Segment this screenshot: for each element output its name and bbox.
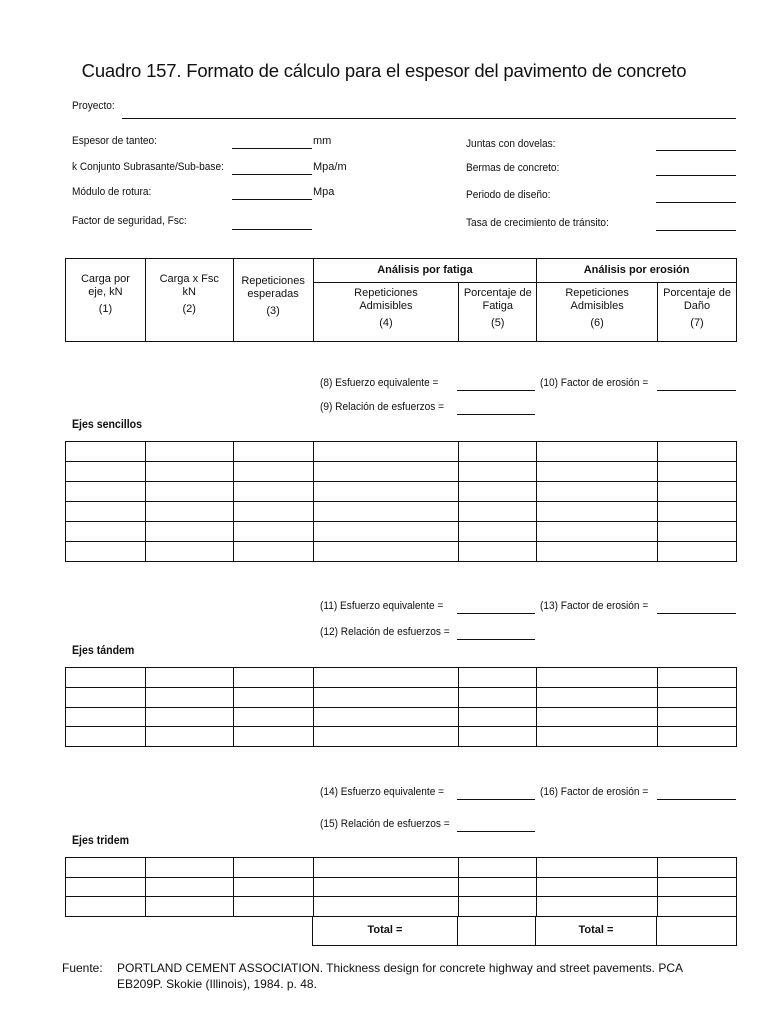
table-cell[interactable] <box>145 462 233 482</box>
table-cell[interactable] <box>537 727 658 747</box>
table-cell[interactable] <box>459 687 537 707</box>
table-cell[interactable] <box>66 522 146 542</box>
table-cell[interactable] <box>66 897 146 917</box>
table-cell[interactable] <box>537 877 658 897</box>
single-axles-table <box>65 441 737 562</box>
source-label: Fuente: <box>62 961 103 975</box>
table-cell[interactable] <box>658 522 737 542</box>
table-cell[interactable] <box>233 462 313 482</box>
table-cell[interactable] <box>537 462 658 482</box>
stress-ratio-15-label: (15) Relación de esfuerzos = <box>320 818 450 830</box>
header-col5-line2: Fatiga <box>482 300 514 312</box>
table-cell[interactable] <box>459 522 537 542</box>
header-col-fatigue-pct <box>459 283 537 342</box>
table-cell[interactable] <box>66 727 146 747</box>
erosion-factor-16-line[interactable] <box>657 799 736 800</box>
header-col7-line2: Daño <box>683 300 711 312</box>
table-cell[interactable] <box>658 462 737 482</box>
header-col6-line2: Admisibles <box>570 300 624 312</box>
source-line1: PORTLAND CEMENT ASSOCIATION. Thickness design for concrete highway and street pavements. PCA <box>117 961 684 975</box>
header-col1-line2: eje, kN <box>88 286 123 298</box>
table-cell[interactable] <box>459 877 537 897</box>
table-cell[interactable] <box>459 858 537 878</box>
table-cell[interactable] <box>459 668 537 688</box>
table-cell[interactable] <box>313 707 459 727</box>
stress-ratio-9-label: (9) Relación de esfuerzos = <box>320 401 445 413</box>
table-cell[interactable] <box>537 707 658 727</box>
tandem-axles-table <box>65 667 737 747</box>
k-subgrade-label: k Conjunto Subrasante/Sub-base: <box>72 161 224 173</box>
concrete-shoulders-label: Bermas de concreto: <box>466 162 560 174</box>
table-cell[interactable] <box>145 707 233 727</box>
erosion-factor-10-line[interactable] <box>657 390 736 391</box>
table-cell[interactable] <box>459 727 537 747</box>
header-col5-num: (5) <box>491 317 505 329</box>
table-cell[interactable] <box>537 482 658 502</box>
table-cell[interactable] <box>658 442 737 462</box>
rupture-modulus-line[interactable] <box>232 199 312 200</box>
header-col4-line1: Repeticiones <box>354 287 418 299</box>
table-cell[interactable] <box>233 877 313 897</box>
header-fatigue-group: Análisis por fatiga <box>313 259 537 283</box>
header-erosion-group: Análisis por erosión <box>537 259 737 283</box>
table-cell[interactable] <box>145 542 233 562</box>
table-cell[interactable] <box>145 502 233 522</box>
project-input-line[interactable] <box>122 118 736 119</box>
table-cell[interactable] <box>537 687 658 707</box>
table-cell[interactable] <box>66 482 146 502</box>
table-cell[interactable] <box>313 442 459 462</box>
single-axles-title: Ejes sencillos <box>72 419 142 431</box>
header-col2-line2: kN <box>182 286 196 298</box>
table-cell[interactable] <box>537 897 658 917</box>
table-cell[interactable] <box>313 542 459 562</box>
header-col3-line2: esperadas <box>247 288 299 300</box>
table-cell[interactable] <box>313 687 459 707</box>
table-cell[interactable] <box>459 502 537 522</box>
header-col-load-fsc <box>145 259 233 342</box>
concrete-shoulders-line[interactable] <box>656 175 736 176</box>
table-cell[interactable] <box>233 687 313 707</box>
table-cell[interactable] <box>313 502 459 522</box>
table-cell[interactable] <box>658 687 737 707</box>
traffic-growth-label: Tasa de crecimiento de tránsito: <box>466 217 609 229</box>
eq-stress-11-label: (11) Esfuerzo equivalente = <box>320 600 444 612</box>
design-period-line[interactable] <box>656 202 736 203</box>
table-cell[interactable] <box>658 668 737 688</box>
k-subgrade-unit: Mpa/m <box>313 161 347 173</box>
stress-ratio-12-line[interactable] <box>457 639 535 640</box>
table-cell[interactable] <box>233 502 313 522</box>
table-cell[interactable] <box>658 897 737 917</box>
header-col-allowable-fatigue <box>313 283 459 342</box>
table-cell[interactable] <box>313 462 459 482</box>
k-subgrade-line[interactable] <box>232 174 312 175</box>
table-cell[interactable] <box>658 502 737 522</box>
fatigue-total-cell[interactable] <box>312 916 458 946</box>
header-col1-num: (1) <box>98 303 113 315</box>
safety-factor-line[interactable] <box>232 229 312 230</box>
trial-thickness-unit: mm <box>313 135 332 147</box>
header-col7-line1: Porcentaje de <box>663 287 731 299</box>
trial-thickness-label: Espesor de tanteo: <box>72 135 157 147</box>
header-col6-line1: Repeticiones <box>565 287 629 299</box>
table-cell[interactable] <box>233 858 313 878</box>
table-cell[interactable] <box>459 707 537 727</box>
tridem-axles-table <box>65 857 737 917</box>
header-col-expected-reps <box>233 259 313 342</box>
table-cell[interactable] <box>658 482 737 502</box>
rupture-modulus-label: Módulo de rotura: <box>72 186 152 198</box>
table-cell[interactable] <box>658 727 737 747</box>
fatigue-total-label: Total = <box>367 924 403 936</box>
eq-stress-11-line[interactable] <box>457 613 535 614</box>
table-cell[interactable] <box>233 727 313 747</box>
header-col3-line1: Repeticiones <box>241 275 305 287</box>
table-cell[interactable] <box>66 502 146 522</box>
table-cell[interactable] <box>233 482 313 502</box>
table-cell[interactable] <box>459 442 537 462</box>
header-table <box>65 258 737 342</box>
header-col-damage-pct <box>658 283 737 342</box>
design-period-label: Periodo de diseño: <box>466 189 551 201</box>
erosion-factor-13-line[interactable] <box>657 613 736 614</box>
table-cell[interactable] <box>145 668 233 688</box>
table-cell[interactable] <box>537 542 658 562</box>
eq-stress-8-label: (8) Esfuerzo equivalente = <box>320 377 439 389</box>
eq-stress-14-line[interactable] <box>457 799 535 800</box>
table-cell[interactable] <box>313 482 459 502</box>
table-cell[interactable] <box>145 727 233 747</box>
table-cell[interactable] <box>537 502 658 522</box>
erosion-total-value[interactable] <box>656 916 737 946</box>
table-cell[interactable] <box>66 858 146 878</box>
header-col6-num: (6) <box>590 317 604 329</box>
table-cell[interactable] <box>537 668 658 688</box>
stress-ratio-15-line[interactable] <box>457 831 535 832</box>
table-cell[interactable] <box>145 522 233 542</box>
table-cell[interactable] <box>313 877 459 897</box>
table-cell[interactable] <box>313 727 459 747</box>
table-cell[interactable] <box>658 707 737 727</box>
fatigue-total-value[interactable] <box>457 916 536 946</box>
header-col-allowable-erosion <box>537 283 658 342</box>
table-cell[interactable] <box>233 522 313 542</box>
header-col5-line1: Porcentaje de <box>463 287 532 299</box>
header-col4-num: (4) <box>379 317 393 329</box>
table-cell[interactable] <box>658 877 737 897</box>
header-col7-num: (7) <box>690 317 704 329</box>
table-cell[interactable] <box>459 482 537 502</box>
erosion-total-cell[interactable] <box>535 916 657 946</box>
table-cell[interactable] <box>145 877 233 897</box>
page-title: Cuadro 157. Formato de cálculo para el espesor del pavimento de concreto <box>81 60 687 81</box>
table-cell[interactable] <box>313 522 459 542</box>
table-cell[interactable] <box>145 897 233 917</box>
table-cell[interactable] <box>459 462 537 482</box>
table-cell[interactable] <box>145 858 233 878</box>
table-cell[interactable] <box>537 442 658 462</box>
table-cell[interactable] <box>537 858 658 878</box>
table-cell[interactable] <box>145 442 233 462</box>
eq-stress-8-line[interactable] <box>457 390 535 391</box>
doweled-joints-line[interactable] <box>656 150 736 151</box>
table-cell[interactable] <box>658 858 737 878</box>
table-cell[interactable] <box>233 542 313 562</box>
tridem-axles-title: Ejes tridem <box>72 835 130 847</box>
table-cell[interactable] <box>66 707 146 727</box>
tandem-axles-title: Ejes tándem <box>72 645 135 657</box>
table-cell[interactable] <box>233 442 313 462</box>
erosion-factor-13-label: (13) Factor de erosión = <box>540 600 649 612</box>
table-cell[interactable] <box>313 668 459 688</box>
table-cell[interactable] <box>459 542 537 562</box>
erosion-total-label: Total = <box>578 924 614 936</box>
header-col-load <box>66 259 146 342</box>
stress-ratio-12-label: (12) Relación de esfuerzos = <box>320 626 450 638</box>
table-cell[interactable] <box>313 858 459 878</box>
table-cell[interactable] <box>459 897 537 917</box>
table-cell[interactable] <box>66 877 146 897</box>
table-cell[interactable] <box>145 687 233 707</box>
erosion-factor-16-label: (16) Factor de erosión = <box>540 786 649 798</box>
header-col2-num: (2) <box>182 303 196 315</box>
doweled-joints-label: Juntas con dovelas: <box>466 138 556 150</box>
table-cell[interactable] <box>145 482 233 502</box>
traffic-growth-line[interactable] <box>656 230 736 231</box>
safety-factor-label: Factor de seguridad, Fsc: <box>72 215 187 227</box>
erosion-factor-10-label: (10) Factor de erosión = <box>540 377 649 389</box>
source-line2: EB209P. Skokie (Illinois), 1984. p. 48. <box>117 977 317 991</box>
stress-ratio-9-line[interactable] <box>457 414 535 415</box>
table-cell[interactable] <box>313 897 459 917</box>
table-cell[interactable] <box>66 462 146 482</box>
table-cell[interactable] <box>537 522 658 542</box>
table-cell[interactable] <box>233 707 313 727</box>
project-label: Proyecto: <box>72 100 115 112</box>
table-cell[interactable] <box>66 542 146 562</box>
table-cell[interactable] <box>66 442 146 462</box>
rupture-modulus-unit: Mpa <box>313 186 335 198</box>
header-col3-num: (3) <box>266 305 280 317</box>
header-col1-line1: Carga por <box>80 273 130 285</box>
trial-thickness-line[interactable] <box>232 148 312 149</box>
table-cell[interactable] <box>66 668 146 688</box>
table-cell[interactable] <box>233 897 313 917</box>
header-col2-line1: Carga x Fsc <box>159 273 219 285</box>
table-cell[interactable] <box>658 542 737 562</box>
table-cell[interactable] <box>66 687 146 707</box>
eq-stress-14-label: (14) Esfuerzo equivalente = <box>320 786 445 798</box>
table-cell[interactable] <box>233 668 313 688</box>
header-col4-line2: Admisibles <box>359 300 413 312</box>
